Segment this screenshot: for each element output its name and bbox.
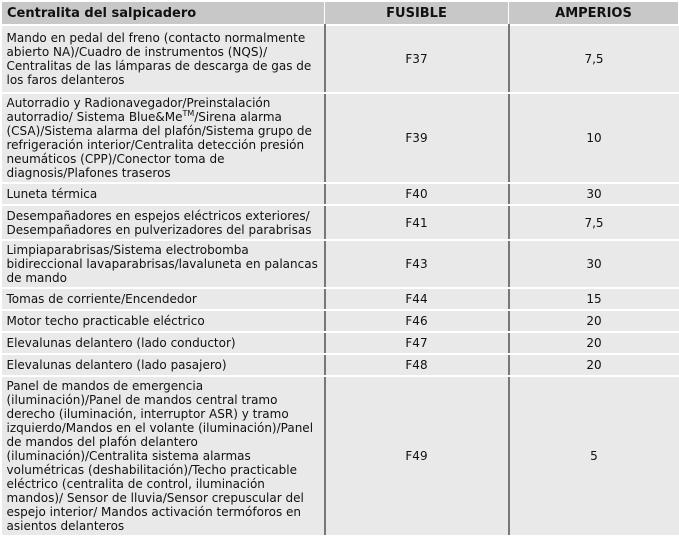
table-row bbox=[2, 288, 679, 310]
row-description bbox=[2, 93, 325, 183]
table-row bbox=[2, 240, 679, 288]
row-fuse: F44 bbox=[325, 288, 509, 310]
row-description: Luneta térmica bbox=[2, 183, 325, 205]
table-row bbox=[2, 310, 679, 332]
row-fuse: F46 bbox=[325, 310, 509, 332]
row-fuse: F41 bbox=[325, 205, 509, 240]
row-description-part: Autorradio y Radionavegador/Preinstalación autorradio/ Sistema Blue&Me bbox=[6, 96, 271, 124]
row-fuse: F48 bbox=[325, 354, 509, 376]
row-amps: 30 bbox=[509, 183, 679, 205]
row-fuse: F49 bbox=[325, 376, 509, 536]
table-row bbox=[2, 25, 679, 93]
table-row bbox=[2, 183, 679, 205]
table-row bbox=[2, 205, 679, 240]
row-description: Motor techo practicable eléctrico bbox=[2, 310, 325, 332]
fuse-table bbox=[1, 1, 679, 537]
row-amps: 10 bbox=[509, 93, 679, 183]
row-description-part: /Sirena alarma (CSA)/Sistema alarma del plafón/Sistema grupo de refrigeración interior/Centralita detección presión neumáticos (CPP)/Conector toma de diagnosis/Plafones traseros bbox=[6, 110, 312, 180]
row-amps: 20 bbox=[509, 332, 679, 354]
table-row bbox=[2, 354, 679, 376]
row-fuse: F40 bbox=[325, 183, 509, 205]
row-amps: 5 bbox=[509, 376, 679, 536]
header-description: Centralita del salpicadero bbox=[2, 2, 325, 26]
row-description: Elevalunas delantero (lado conductor) bbox=[2, 332, 325, 354]
table-row bbox=[2, 376, 679, 536]
row-description: Mando en pedal del freno (contacto normalmente abierto NA)/Cuadro de instrumentos (NQS)/ Centralitas de las lámparas de descarga de gas de los faros delanteros bbox=[2, 25, 325, 93]
row-description: Elevalunas delantero (lado pasajero) bbox=[2, 354, 325, 376]
row-fuse: F39 bbox=[325, 93, 509, 183]
table-row bbox=[2, 93, 679, 183]
row-amps: 20 bbox=[509, 354, 679, 376]
header-amps: AMPERIOS bbox=[509, 2, 679, 26]
row-description: Desempañadores en espejos eléctricos exteriores/ Desempañadores en pulverizadores del parabrisas bbox=[2, 205, 325, 240]
row-description: Panel de mandos de emergencia (iluminación)/Panel de mandos central tramo derecho (iluminación, interruptor ASR) y tramo izquierdo/Mandos en el volante (iluminación)/Panel de mandos del plafón delantero (iluminación)/Centralita sistema alarmas volumétricas (deshabilitación)/Techo practicable eléctrico (centralita de control, iluminación mandos)/ Sensor de lluvia/Sensor crepuscular del espejo interior/ Mandos activación termóforos en asientos delanteros bbox=[2, 376, 325, 536]
row-description: Tomas de corriente/Encendedor bbox=[2, 288, 325, 310]
row-amps: 7,5 bbox=[509, 25, 679, 93]
trademark-superscript: TM bbox=[182, 109, 195, 118]
row-amps: 7,5 bbox=[509, 205, 679, 240]
row-fuse: F43 bbox=[325, 240, 509, 288]
row-fuse: F47 bbox=[325, 332, 509, 354]
header-row bbox=[2, 2, 679, 26]
row-amps: 15 bbox=[509, 288, 679, 310]
header-fuse: FUSIBLE bbox=[325, 2, 509, 26]
row-description: Limpiaparabrisas/Sistema electrobomba bidireccional lavaparabrisas/lavaluneta en palancas de mando bbox=[2, 240, 325, 288]
table-row bbox=[2, 332, 679, 354]
row-amps: 20 bbox=[509, 310, 679, 332]
row-amps: 30 bbox=[509, 240, 679, 288]
row-fuse: F37 bbox=[325, 25, 509, 93]
